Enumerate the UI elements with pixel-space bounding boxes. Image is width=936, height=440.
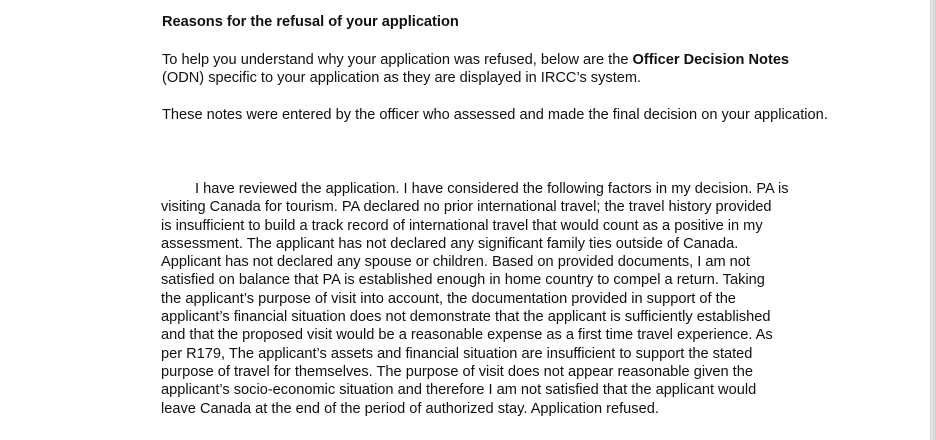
- notes-line: the applicant’s purpose of visit into account, the documentation provided in support of the: [161, 290, 736, 307]
- intro-paragraph: [162, 51, 832, 87]
- notes-line: I have reviewed the application. I have considered the following factors in my decision. PA is: [195, 181, 789, 197]
- notes-intro-paragraph: These notes were entered by the officer who assessed and made the final decision on your application.: [162, 107, 828, 123]
- notes-line: Applicant has not declared any spouse or children. Based on provided documents, I am not: [161, 254, 750, 271]
- notes-line: applicant’s socio-economic situation and therefore I am not satisfied that the applicant would: [161, 382, 757, 399]
- notes-line: assessment. The applicant has not declared any significant family ties outside of Canada.: [161, 235, 739, 252]
- notes-line: visiting Canada for tourism. PA declared no prior international travel; the travel history provided: [161, 199, 772, 216]
- section-heading: Reasons for the refusal of your application: [162, 14, 459, 30]
- notes-line: leave Canada at the end of the period of authorized stay. Application refused.: [161, 400, 659, 417]
- notes-line: applicant’s financial situation does not demonstrate that the applicant is sufficiently established: [161, 309, 771, 326]
- notes-line: and that the proposed visit would be a reasonable expense as a first time travel experience. As: [161, 327, 773, 344]
- notes-line: satisfied on balance that PA is established enough in home country to compel a return. Taking: [161, 272, 765, 289]
- intro-text-start: To help you understand why your application was refused, below are the: [162, 52, 633, 68]
- page-edge-scrollbar: [930, 0, 936, 440]
- officer-decision-notes: [161, 180, 833, 418]
- notes-line: purpose of travel for themselves. The purpose of visit does not appear reasonable given the: [161, 363, 753, 380]
- intro-text-end: (ODN) specific to your application as they are displayed in IRCC’s system.: [162, 70, 642, 86]
- notes-line: per R179, The applicant’s assets and financial situation are insufficient to support the stated: [161, 345, 753, 362]
- notes-line: is insufficient to build a track record of international travel that would count as a positive in my: [161, 217, 763, 234]
- odn-emphasis: Officer Decision Notes: [632, 52, 790, 68]
